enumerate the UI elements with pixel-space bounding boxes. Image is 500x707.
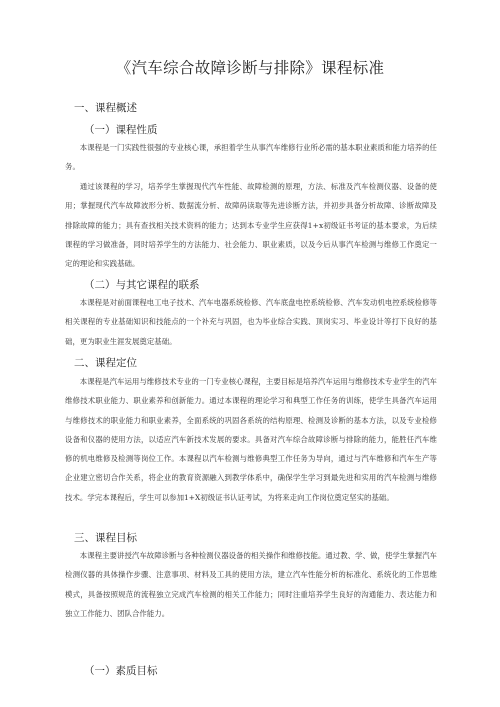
section-heading-overview: 一、课程概述: [74, 102, 137, 114]
document-title: 《汽车综合故障诊断与排除》课程标准: [115, 59, 385, 77]
subsection-heading-nature: （一）课程性质: [84, 124, 158, 136]
paragraph-objectives: 本课程主要讲授汽车故障诊断与各种检测仪器设备的相关操作和维修技能。通过教、学、做，使学生掌握汽车检测仪器的具体操作步骤、注意事项、材料及工具的使用方法，建立汽车性能分析的标准化、系统化的工作思维模式，具备按照规范的流程独立完成汽车检测的相关工作能力；同时注重培养学生良好的沟通能力、表达能力和独立工作能力、团队合作能力。: [65, 551, 437, 618]
paragraph-positioning: 本课程是汽车运用与维修技术专业的一门专业核心课程，主要目标是培养汽车运用与维修技术专业学生的汽车维修技术职业能力、职业素养和创新能力。通过本课程的理论学习和典型工作任务的训练，使学生具备汽车运用与维修技术的职业能力和职业素养，全面系统的巩固各系统的结构原理、检测及诊断的基本方法，以及专业检修设备和仪器的使用方法，以适应汽车新技术发展的要求。具备对汽车综合故障诊断与排除的能力，能胜任汽车维修的机电维修及检测等岗位工作。本课程以汽车检测与维修典型工作任务为导向，通过与汽车维修和汽车生产等企业建立密切合作关系，将企业的教育资源融入到教学体系中，确保学生学习到最先进和实用的汽车检测与维修技术。学完本课程后，学生可以参加1+X初级证书认证考试，为将来走向工作岗位奠定坚实的基础。: [65, 377, 437, 502]
paragraph-nature-1: 本课程是一门实践性很强的专业核心课，承担着学生从事汽车维修行业所必需的基本职业素质和能力培养的任务。: [65, 143, 437, 172]
paragraph-nature-2: 通过该课程的学习，培养学生掌握现代汽车性能、故障检测的原理，方法、标准及汽车检测仪器、设备的使用；掌握现代汽车故障波形分析、数据流分析、故障码读取等先进诊断方法，并初步具备分析故障、诊断故障及排除故障的能力；具有查找相关技术资料的能力；达到本专业学生应获得1+ⅹ初级证书考证的基本要求，为后续课程的学习做准备，同时培养学生的方法能力、社会能力、职业素质，以及今后从事汽车检测与维修工作奠定一定的理论和实践基础。: [65, 182, 437, 269]
subsection-heading-quality-goals: （一）素质目标: [84, 665, 158, 677]
paragraph-relations: 本课程是对前面课程电工电子技术、汽车电器系统检修、汽车底盘电控系统检修、汽车发动机电控系统检修等相关课程的专业基础知识和技能点的一个补充与巩固，也为毕业综合实践、顶岗实习、毕业设计等打下良好的基础，更为职业生涯发展奠定基础。: [65, 298, 437, 346]
section-heading-objectives: 三、课程目标: [74, 532, 137, 544]
subsection-heading-relations: （二）与其它课程的联系: [84, 279, 200, 291]
section-heading-positioning: 二、课程定位: [74, 357, 137, 369]
